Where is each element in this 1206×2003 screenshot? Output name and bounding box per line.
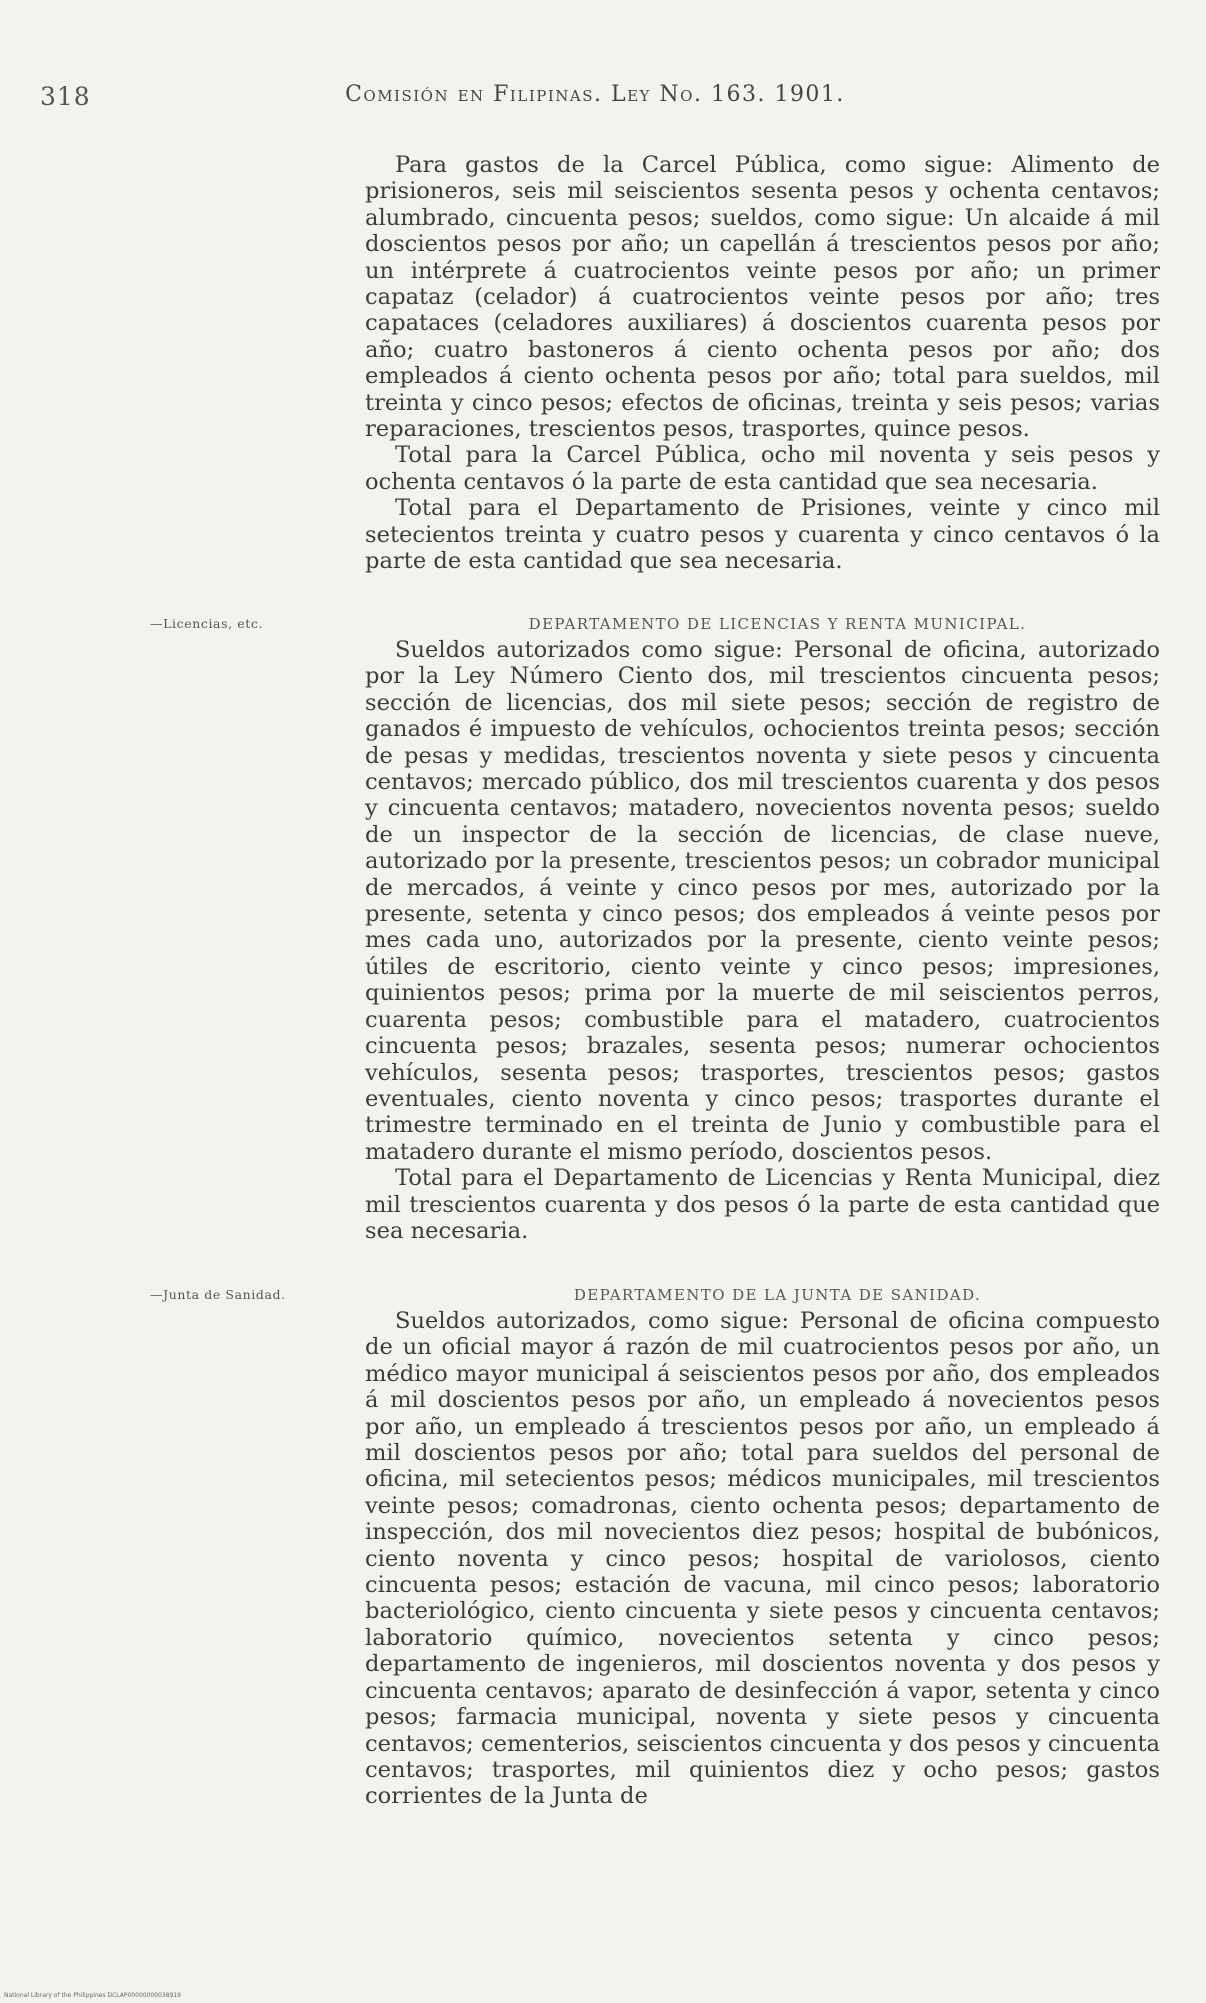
paragraph-licencias-sueldos: Sueldos autorizados como sigue: Personal de oficina, autorizado por la Ley Número Ciento dos, mil trescientos cincuenta pesos; sección de licencias, dos mil siete pesos; sección de registro de ganados é impuesto de vehículos, ochocientos treinta pesos; sección de pesas y medidas, trescientos noventa y siete pesos y cincuenta centavos; mercado público, dos mil trescientos cuarenta y dos pesos y cincuenta centavos; matadero, novecientos noventa pesos; sueldo de un inspector de la sección de licencias, de clase nueve, autorizado por la presente, trescientos pesos; un cobrador municipal de mercados, á veinte y cinco pesos por mes, autorizado por la presente, setenta y cinco pesos; dos empleados á veinte pesos por mes cada uno, autorizados por la presente, ciento veinte pesos; útiles de escritorio, ciento veinte y cinco pesos; impresiones, quinientos pesos; prima por la muerte de mil seiscientos perros, cuarenta pesos; combustible para el matadero, cuatrocientos cincuenta pesos; brazales, sesenta pesos; numerar ochocientos vehículos, sesenta pesos; trasportes, trescientos pesos; gastos eventuales, ciento noventa y cinco pesos; trasportes durante el trimestre terminado en el treinta de Junio y combustible para el matadero durante el mismo período, doscientos pesos. (365, 637, 1160, 1165)
running-head: Comisión en Filipinas. Ley No. 163. 1901. (345, 82, 845, 107)
paragraph-total-carcel: Total para la Carcel Pública, ocho mil noventa y seis pesos y ochenta centavos ó la parte de esta cantidad que sea necesaria. (365, 442, 1160, 495)
page-number: 318 (40, 82, 91, 111)
section-heading-sanidad: DEPARTAMENTO DE LA JUNTA DE SANIDAD. (573, 1286, 982, 1304)
section-heading-licencias: DEPARTAMENTO DE LICENCIAS Y RENTA MUNICIPAL. (528, 615, 1027, 633)
scan-credit: National Library of the Philippines DCLAP00000000038919 (4, 1992, 181, 1999)
margin-note-licencias: —Licencias, etc. (150, 616, 264, 631)
licencias-section (365, 611, 1160, 1244)
sanidad-section (365, 1282, 1160, 1810)
margin-note-sanidad: —Junta de Sanidad. (150, 1287, 286, 1302)
page-header (40, 82, 1150, 122)
paragraph-total-prisiones: Total para el Departamento de Prisiones, veinte y cinco mil setecientos treinta y cuatro pesos y cuarenta y cinco centavos ó la parte de esta cantidad que sea necesaria. (365, 495, 1160, 575)
prisiones-text-block (365, 152, 1160, 575)
paragraph-licencias-total: Total para el Departamento de Licencias y Renta Municipal, diez mil trescientos cuarenta y dos pesos ó la parte de esta cantidad que sea necesaria. (365, 1165, 1160, 1244)
paragraph-carcel-gastos: Para gastos de la Carcel Pública, como sigue: Alimento de prisioneros, seis mil seiscientos sesenta pesos y ochenta centavos; alumbrado, cincuenta pesos; sueldos, como sigue: Un alcaide á mil doscientos pesos por año; un capellán á trescientos pesos por año; un intérprete á cuatrocientos veinte pesos por año; un primer capataz (celador) á cuatrocientos veinte pesos por año; tres capataces (celadores auxiliares) á doscientos cuarenta pesos por año; cuatro bastoneros á ciento ochenta pesos por año; dos empleados á ciento ochenta pesos por año; total para sueldos, mil treinta y cinco pesos; efectos de oficinas, treinta y seis pesos; varias reparaciones, trescientos pesos, trasportes, quince pesos. (365, 152, 1160, 443)
paragraph-sanidad-sueldos: Sueldos autorizados, como sigue: Personal de oficina compuesto de un oficial mayor á razón de mil cuatrocientos pesos por año, un médico mayor municipal á seiscientos pesos por año, dos empleados á mil doscientos pesos por año, un empleado á novecientos pesos por año, un empleado á trescientos pesos por año, un empleado á mil doscientos pesos por año; total para sueldos del personal de oficina, mil setecientos pesos; médicos municipales, mil trescientos veinte pesos; comadronas, ciento ochenta pesos; departamento de inspección, dos mil novecientos diez pesos; hospital de bubónicos, ciento noventa y cinco pesos; hospital de variolosos, ciento cincuenta pesos; estación de vacuna, mil cinco pesos; laboratorio bacteriológico, ciento cincuenta y siete pesos y cincuenta centavos; laboratorio químico, novecientos setenta y cinco pesos; departamento de ingenieros, mil doscientos noventa y dos pesos y cincuenta centavos; aparato de desinfección á vapor, setenta y cinco pesos; farmacia municipal, noventa y siete pesos y cincuenta centavos; cementerios, seiscientos cincuenta y dos pesos y cincuenta centavos; trasportes, mil quinientos diez y ocho pesos; gastos corrientes de la Junta de (365, 1308, 1160, 1810)
